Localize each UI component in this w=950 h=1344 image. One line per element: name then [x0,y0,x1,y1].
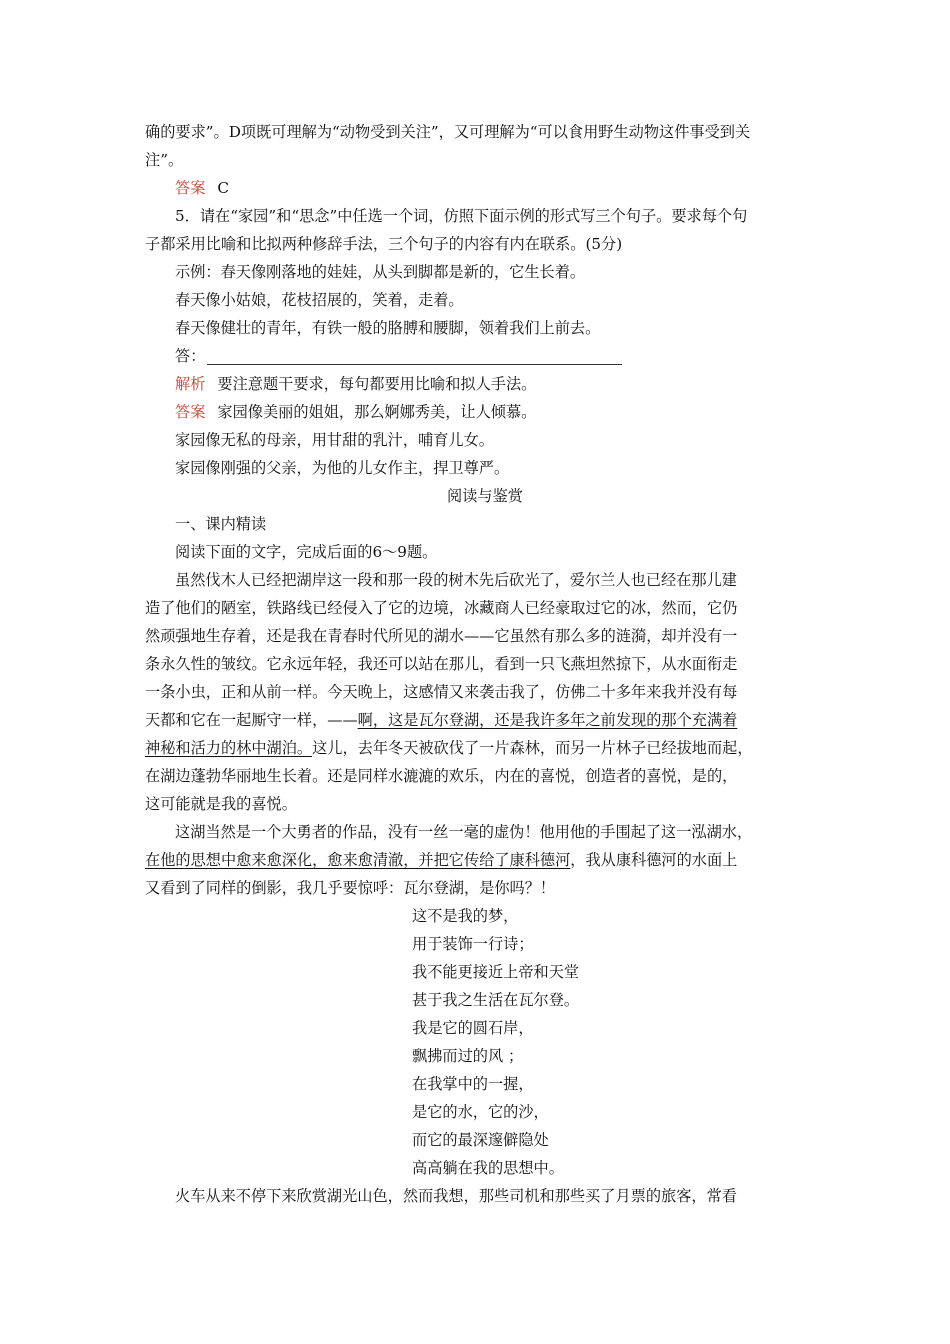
example-line: 春天像健壮的青年，有铁一般的胳膊和腰脚，领着我们上前去。 [175,319,601,337]
poem-line: 是它的水，它的沙， [412,1103,549,1121]
answer-value: C [217,179,229,197]
poem-line: 飘拂而过的风 ； [412,1047,524,1065]
text-line: 注”。 [145,151,184,169]
answer-blank [207,350,622,365]
analysis-label: 解析 [175,375,206,393]
underlined-text: 在他的思想中愈来愈深化，愈来愈清澈，并把它传给了康科德河 [145,851,571,869]
answer-label: 答案 [175,403,206,421]
answer-prefix: 答： [175,347,206,365]
poem-line: 高高躺在我的思想中。 [412,1159,564,1177]
example-line: 示例：春天像刚落地的娃娃，从头到脚都是新的，它生长着。 [175,263,586,281]
passage-line: 又看到了同样的倒影，我几乎要惊呼：瓦尔登湖，是你吗？！ [145,879,556,897]
passage-line: 造了他们的陋室，铁路线已经侵入了它的边境，冰藏商人已经豪取过它的冰，然而，它仍 [145,599,738,617]
poem-line: 而它的最深邃僻隐处 [412,1131,549,1149]
passage-text: 天都和它在一起厮守一样，—— [145,711,358,729]
passage-line [145,846,825,874]
instruction: 阅读下面的文字，完成后面的6～9题。 [175,543,438,561]
poem-line: 在我掌中的一握， [412,1075,534,1093]
passage-line: 虽然伐木人已经把湖岸这一段和那一段的树木先后砍光了，爱尔兰人也已经在那儿建 [175,571,737,589]
passage-line: 然顽强地生存着，还是我在青春时代所见的湖水——它虽然有那么多的涟漪，却并没有一 [145,627,738,645]
poem-line: 我不能更接近上帝和天堂 [412,963,580,981]
poem-line: 这不是我的梦， [412,907,519,925]
passage-line: 一条小虫，正和从前一样。今天晚上，这感情又来袭击我了，仿佛二十多年来我并没有每 [145,683,738,701]
answer-blank-line [145,342,825,370]
poem-line: 我是它的圆石岸， [412,1019,534,1037]
passage-line: 在湖边蓬勃华丽地生长着。还是同样水漉漉的欢乐，内在的喜悦，创造者的喜悦，是的， [145,767,738,785]
example-line: 春天像小姑娘，花枝招展的，笑着，走着。 [175,291,464,309]
text-line: 确的要求”。D项既可理解为“动物受到关注”，又可理解为“可以食用野生动物这件事受到关 [145,123,751,141]
passage-text: ，我从康科德河的水面上 [570,851,738,869]
analysis-text: 要注意题干要求，每句都要用比喻和拟人手法。 [217,375,537,393]
poem-line: 用于装饰一行诗； [412,935,534,953]
poem-line: 甚于我之生活在瓦尔登。 [412,991,580,1009]
answer-text: 家园像美丽的姐姐，那么婀娜秀美，让人倾慕。 [217,403,537,421]
section-subtitle: 一、课内精读 [175,515,267,533]
passage-line [145,734,825,762]
answer-label: 答案 [175,179,206,197]
question-prompt: 子都采用比喻和比拟两种修辞手法，三个句子的内容有内在联系。(5分) [145,235,623,253]
analysis-line [145,370,825,398]
question-prompt: 5．请在“家园”和“思念”中任选一个词，仿照下面示例的形式写三个句子。要求每个句 [175,207,748,225]
passage-line: 火车从来不停下来欣赏湖光山色，然而我想，那些司机和那些买了月票的旅客，常看 [175,1187,737,1205]
underlined-text: 啊，这是瓦尔登湖，还是我许多年之前发现的那个充满着 [357,711,738,729]
q4-answer [145,174,825,202]
document-page [145,118,825,1210]
answer-line: 家园像刚强的父亲，为他的儿女作主，捍卫尊严。 [175,459,510,477]
underlined-text: 神秘和活力的林中湖泊。 [145,739,313,757]
passage-line [145,706,825,734]
passage-text: 这儿，去年冬天被砍伐了一片森林，而另一片林子已经拔地而起， [312,739,753,757]
passage-line: 这可能就是我的喜悦。 [145,795,297,813]
passage-line: 这湖当然是一个大勇者的作品，没有一丝一毫的虚伪！他用他的手围起了这一泓湖水， [175,823,753,841]
section-title: 阅读与鉴赏 [447,487,523,505]
passage-line: 条永久性的皱纹。它永远年轻，我还可以站在那儿，看到一只飞燕坦然掠下，从水面衔走 [145,655,738,673]
answer-line: 家园像无私的母亲，用甘甜的乳汁，哺育儿女。 [175,431,494,449]
answer-line [145,398,825,426]
